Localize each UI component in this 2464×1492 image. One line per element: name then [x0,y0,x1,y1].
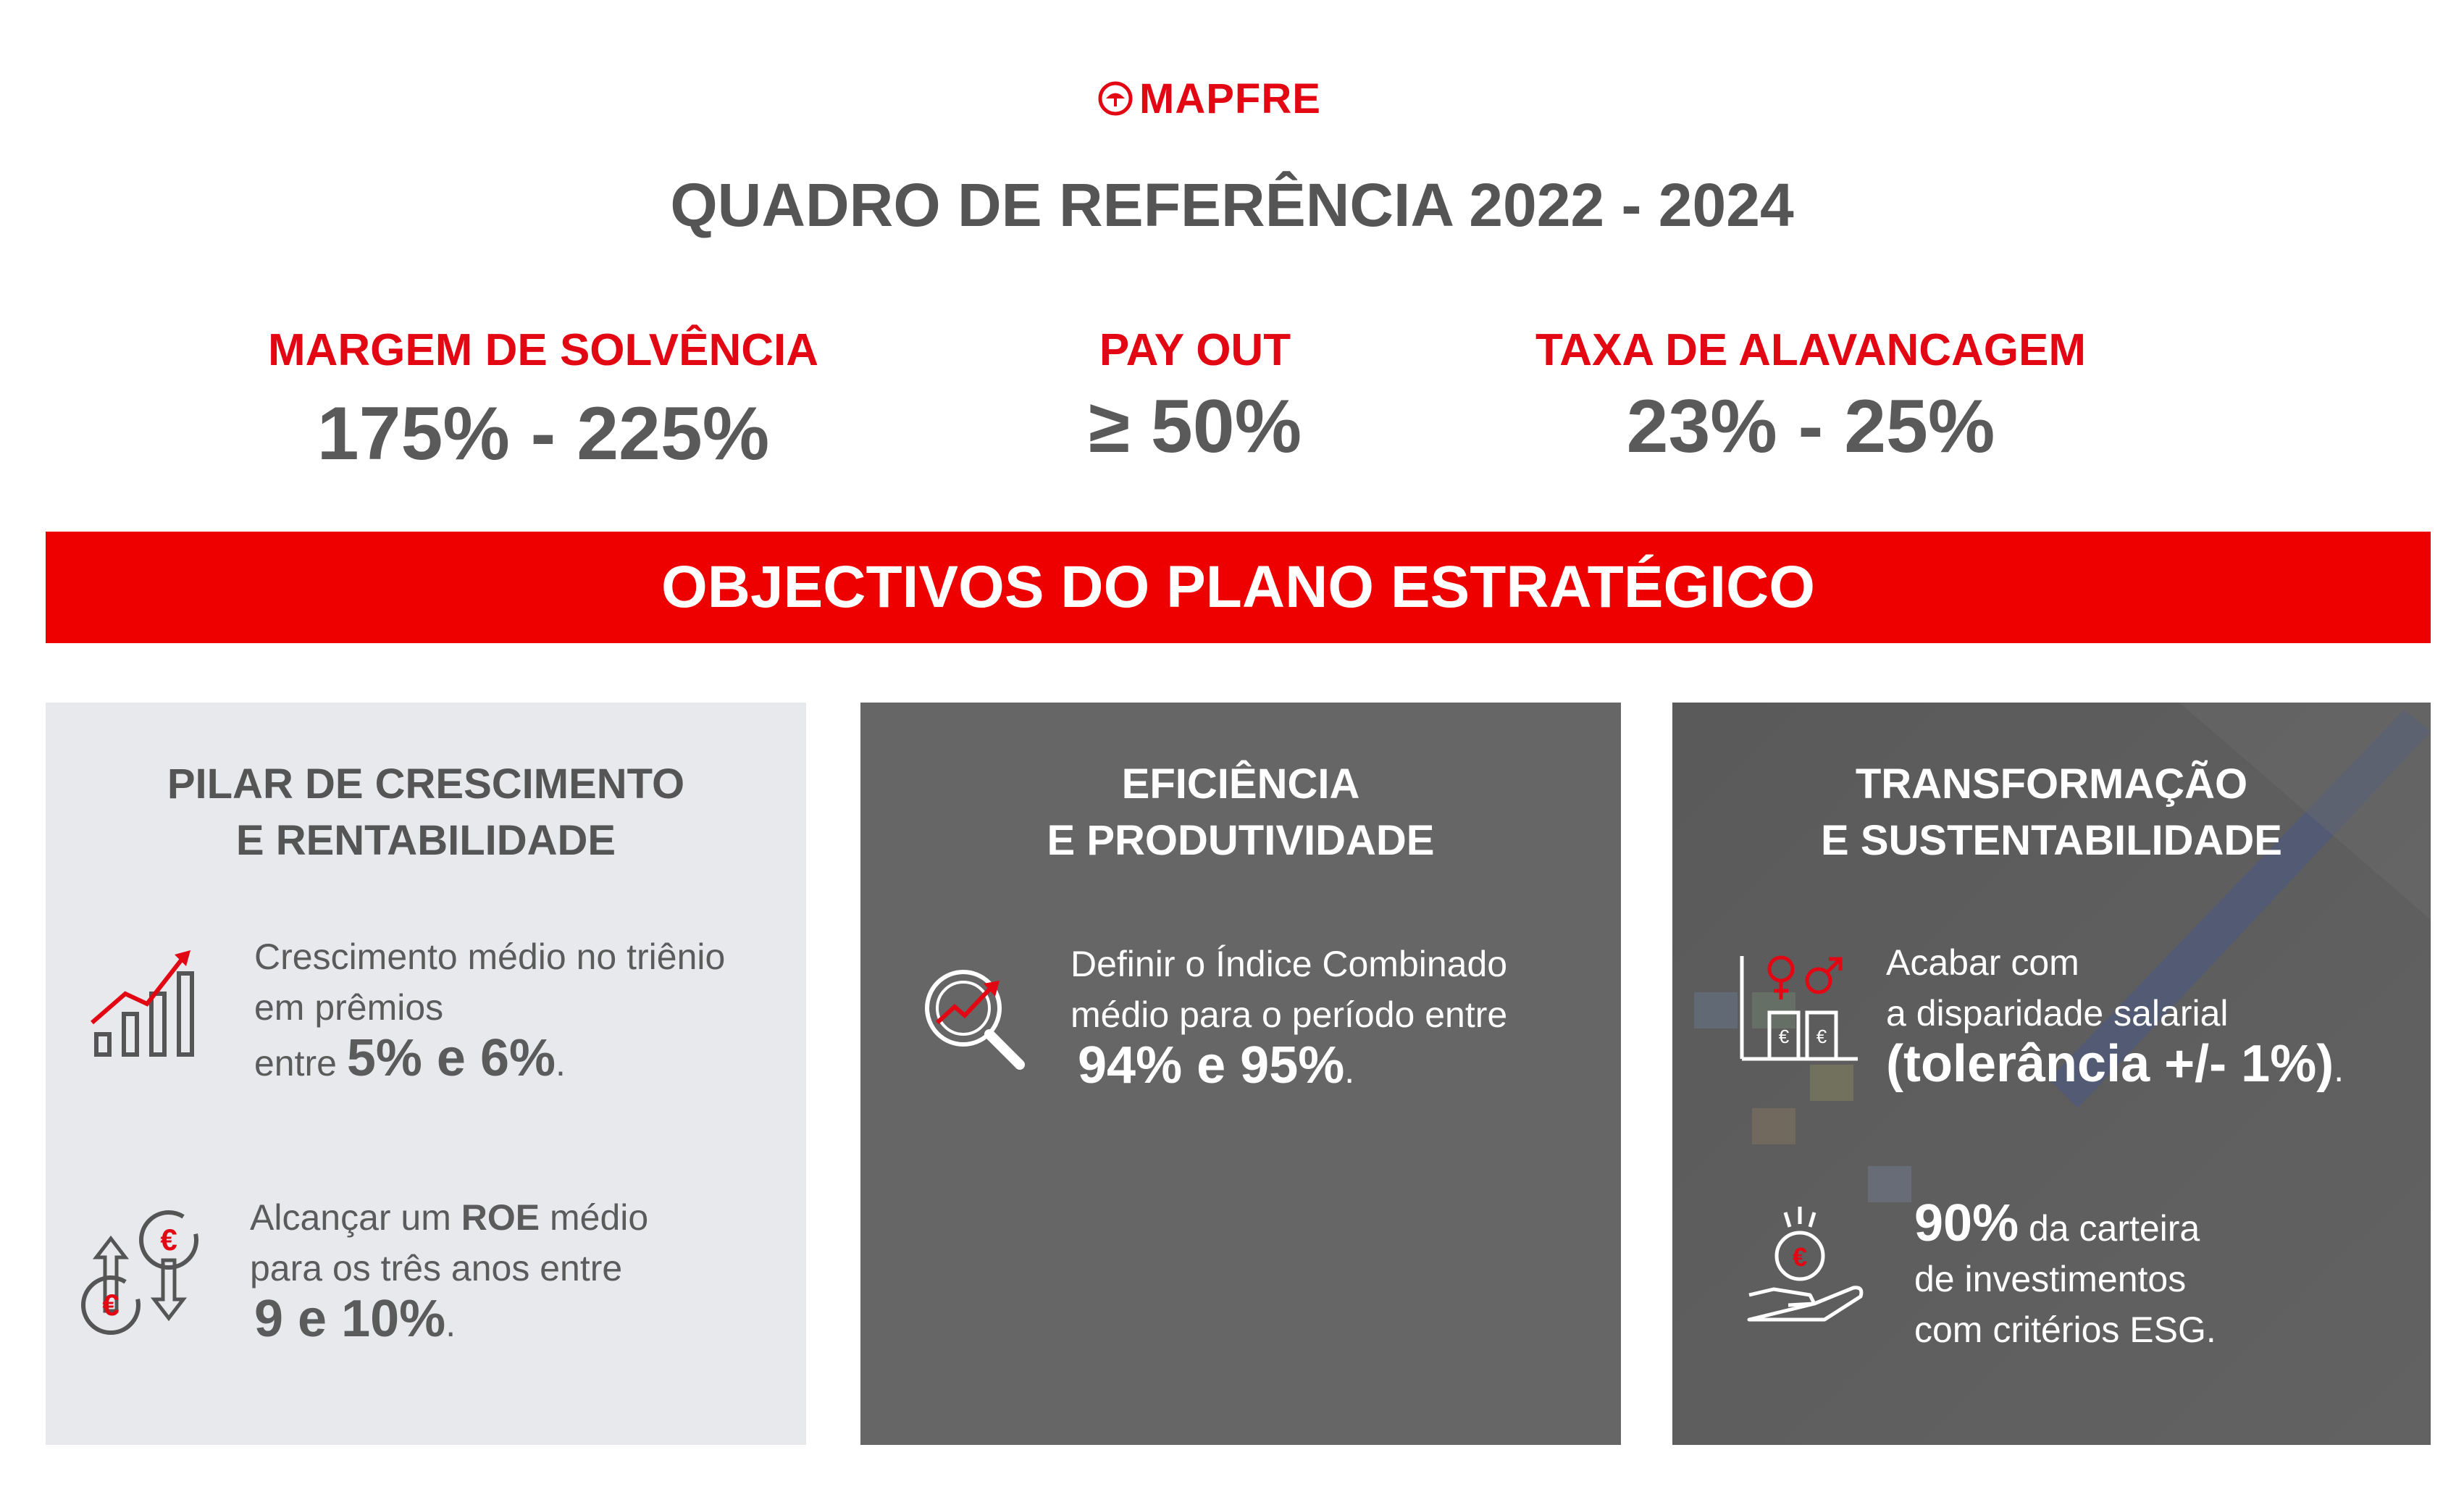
pillar-efficiency-title [860,756,1621,869]
pillar-growth-title-line2: E RENTABILIDADE [235,817,616,864]
pay-gap-highlight: (tolerância +/- 1%) [1886,1035,2334,1093]
roe-line1-prefix: Alcançar um [250,1197,461,1238]
growth-line1: Crescimento médio no triênio [254,936,726,977]
pay-gap-suffix: . [2334,1049,2344,1089]
efficiency-item-text [1070,939,1606,1096]
esg-highlight: 90% [1914,1194,2019,1252]
roe-bold: ROE [461,1197,540,1238]
hand-coin-icon [1745,1202,1875,1333]
growth-line3-prefix: entre [254,1043,347,1084]
svg-text:€: € [1816,1026,1827,1047]
growth-suffix: . [556,1043,566,1084]
euro-exchange-icon [75,1202,212,1340]
pillar-growth-title-line1: PILAR DE CRESCIMENTO [167,760,685,808]
efficiency-line1: Definir o Índice Combinado [1070,944,1508,984]
pillar-transformation-title-line1: TRANSFORMAÇÃO [1855,760,2248,808]
kpi-value-payout: ≥ 50% [1088,385,1302,469]
svg-text:€: € [160,1223,177,1257]
svg-text:€: € [102,1288,120,1322]
growth-chart-icon [89,942,219,1057]
roe-suffix: . [445,1304,456,1344]
kpi-label-solvency: MARGEM DE SOLVÊNCIA [267,325,819,375]
mapfre-logo [1097,72,1373,125]
brand-name: MAPFRE [1139,75,1321,122]
efficiency-suffix: . [1344,1050,1355,1091]
pillar-transformation-title [1672,756,2431,869]
esg-line2: de investimentos [1914,1259,2187,1299]
pillar-efficiency-title-line2: E PRODUTIVIDADE [1047,817,1435,864]
pay-gap-line1: Acabar com [1886,942,2079,983]
pillar-transformation-title-line2: E SUSTENTABILIDADE [1821,817,2282,864]
pillar-growth-title [46,756,806,869]
svg-text:€: € [1778,1026,1790,1047]
svg-text:€: € [1792,1242,1808,1272]
pillar-efficiency-panel [860,703,1621,1445]
esg-item-text [1914,1194,2421,1355]
roe-line2: para os três anos entre [250,1248,623,1288]
banner-title: OBJECTIVOS DO PLANO ESTRATÉGICO [661,554,1816,620]
kpi-value-solvency: 175% - 225% [317,392,770,476]
strategic-plan-banner [46,532,2431,643]
mapfre-emblem-icon [1097,80,1133,117]
pay-gap-item-text [1886,937,2422,1094]
pillar-efficiency-title-line1: EFICIÊNCIA [1121,760,1360,808]
kpi-label-payout: PAY OUT [1099,325,1291,375]
growth-item-text [254,931,790,1089]
magnifier-trend-icon [918,963,1034,1079]
page-title: QUADRO DE REFERÊNCIA 2022 - 2024 [670,171,1794,239]
esg-line3: com critérios ESG. [1914,1309,2216,1350]
pillar-transformation-panel [1672,703,2431,1445]
gender-pay-icon [1738,949,1861,1065]
roe-highlight: 9 e 10% [254,1290,446,1348]
growth-line2: em prêmios [254,987,444,1028]
kpi-value-leverage: 23% - 25% [1626,385,1995,469]
roe-item-text [250,1192,786,1349]
esg-line1-suffix: da carteira [2019,1208,2200,1249]
pillar-growth-panel [46,703,806,1445]
efficiency-highlight: 94% e 95% [1078,1036,1345,1094]
efficiency-line2: médio para o período entre [1070,994,1508,1035]
kpi-label-leverage: TAXA DE ALAVANCAGEM [1535,325,2087,375]
roe-line1-suffix: médio [540,1197,649,1238]
pay-gap-line2: a disparidade salarial [1886,993,2229,1034]
growth-highlight: 5% e 6% [346,1029,556,1087]
